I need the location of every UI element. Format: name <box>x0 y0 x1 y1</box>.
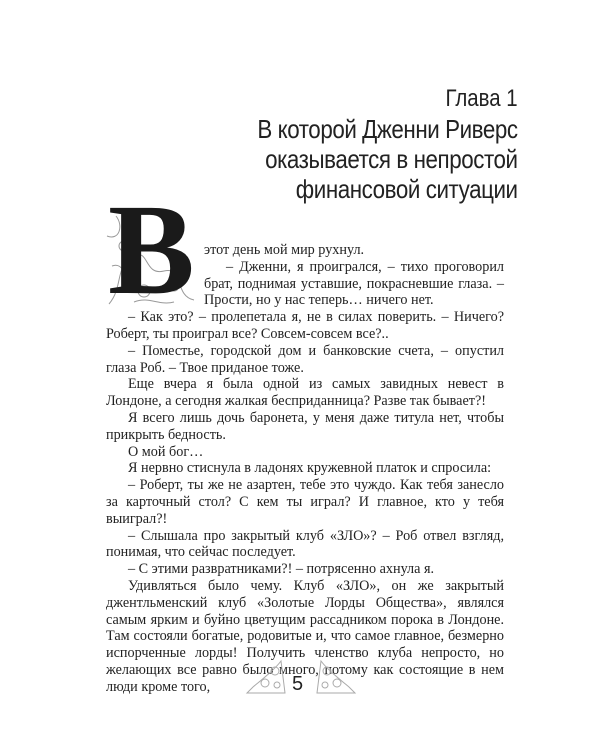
paragraph: – С этими развратниками?! – потрясенно ахнула я. <box>128 561 435 578</box>
paragraph: этот день мой мир рухнул. <box>204 242 365 258</box>
floral-ornament-left-icon <box>245 657 287 695</box>
paragraph: Удивляться было чему. Клуб «ЗЛО», он же закрытый джентльменский клуб «Золотые Лорды Общества», являлся самым ярким и буйно цветущим рассадником порока в Лондоне. Там состояли богатые, родовитые и, что самое главное, безмерно испорченные лорды! Получить членство клуба непросто, но желающих все равно было много, потому как состоящие в нем люди кроме того, <box>106 577 504 695</box>
paragraph: Я всего лишь дочь баронета, у меня даже титула нет, чтобы прикрыть бедность. <box>106 409 504 443</box>
paragraph: – Дженни, я проигрался, – тихо проговорил брат, поднимая уставшие, покрасневшие глаза. – Прости, но у нас теперь… ничего нет. <box>204 258 504 309</box>
chapter-title-line: финансовой ситуации <box>296 174 518 204</box>
paragraph: – Поместье, городской дом и банковские счета, – опустил глаза Роб. – Твое приданое тоже. <box>106 342 504 376</box>
paragraph: Еще вчера я была одной из самых завидных невест в Лондоне, а сегодня жалкая бесприданница? Разве так бывает?! <box>106 376 504 410</box>
paragraph: О мой бог… <box>128 443 204 460</box>
page-number: 5 <box>292 673 304 695</box>
paragraph: – Как это? – пролепетала я, не в силах поверить. – Ничего? Роберт, ты проиграл все? Совсем-совсем все?.. <box>106 309 504 342</box>
floral-ornament-right-icon <box>315 657 357 695</box>
paragraph: Я нервно стиснула в ладонях кружевной платок и спросила: <box>128 460 492 477</box>
paragraph: – Слышала про закрытый клуб «ЗЛО»? – Роб отвел взгляд, понимая, что сейчас последует. <box>106 527 504 561</box>
chapter-title-line: В которой Дженни Риверс <box>257 114 518 144</box>
body-text <box>106 242 504 696</box>
page-footer <box>0 655 600 700</box>
paragraph: – Роберт, ты же не азартен, тебе это чуждо. Как тебя занесло за карточный стол? С кем ты играл? И главное, кто у тебя выиграл?! <box>106 477 504 527</box>
chapter-heading <box>215 84 518 204</box>
drop-cap-letter: В <box>108 178 195 322</box>
chapter-title-line: оказывается в непростой <box>265 144 518 174</box>
chapter-number: Глава 1 <box>445 85 518 112</box>
